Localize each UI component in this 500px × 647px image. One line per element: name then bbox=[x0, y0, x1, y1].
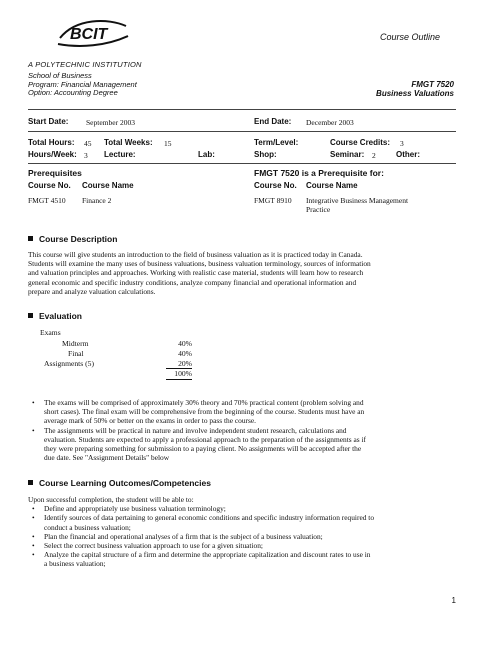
prereq-for-col-name: Course Name bbox=[306, 181, 358, 190]
outcome-item bbox=[28, 550, 458, 568]
evaluation-note bbox=[28, 398, 458, 426]
total-hours-label: Total Hours: bbox=[28, 138, 75, 147]
prerequisite-for-heading: FMGT 7520 is a Prerequisite for: bbox=[254, 168, 384, 178]
course-identity bbox=[376, 80, 454, 98]
text-line: prepare and analyze valuation calculations. bbox=[28, 286, 156, 296]
outcome-item bbox=[28, 513, 458, 531]
start-date-value: September 2003 bbox=[86, 118, 135, 127]
evaluation-item: Final bbox=[68, 348, 84, 358]
evaluation-row bbox=[44, 349, 192, 359]
total-hours-value: 45 bbox=[84, 139, 92, 148]
outcomes-intro: Upon successful completion, the student will be able to: bbox=[28, 495, 194, 504]
prereq-col-name: Course Name bbox=[82, 181, 134, 190]
course-title: Business Valuations bbox=[376, 89, 454, 98]
text-line: general economic and specific industry conditions, analyze company financial and operational information and bbox=[28, 277, 357, 287]
course-description-heading bbox=[28, 234, 117, 244]
total-weeks-label: Total Weeks: bbox=[104, 138, 153, 147]
prereq-for-course-no: FMGT 8910 bbox=[254, 196, 292, 205]
prereq-for-course-name-line: Practice bbox=[306, 205, 331, 214]
text-line: • The assignments will be practical in nature and involve independent student research, calculations and bbox=[44, 425, 347, 435]
outcome-item bbox=[28, 532, 458, 541]
text-line: due date. See "Assignment Details" below bbox=[44, 453, 170, 463]
text-line: • Identify sources of data pertaining to general economic conditions and specific industry information required to bbox=[44, 513, 375, 523]
evaluation-row bbox=[44, 359, 192, 370]
text-line: • The exams will be comprised of approximately 30% theory and 70% practical content (problem solving and bbox=[44, 398, 364, 407]
text-line: Students will examine the many uses of business valuations, business valuation terminology, sources of information bbox=[28, 259, 371, 269]
school-name: School of Business bbox=[28, 71, 92, 80]
shop-label: Shop: bbox=[254, 150, 277, 159]
text-line: average mark of 50% or better on the exams in order to pass the course. bbox=[44, 416, 256, 426]
lab-label: Lab: bbox=[198, 150, 215, 159]
evaluation-heading bbox=[28, 311, 82, 321]
logo-swoosh-icon bbox=[56, 16, 130, 50]
learning-outcomes-heading bbox=[28, 478, 211, 488]
evaluation-row bbox=[44, 339, 192, 349]
prereq-course-no: FMGT 4510 bbox=[28, 196, 66, 205]
prereq-col-no: Course No. bbox=[28, 181, 71, 190]
divider bbox=[28, 163, 456, 164]
evaluation-notes bbox=[28, 398, 458, 462]
lecture-label: Lecture: bbox=[104, 150, 136, 159]
text-line: • Select the correct business valuation approach to use for a given situation; bbox=[44, 541, 263, 551]
square-bullet-icon bbox=[28, 480, 33, 485]
evaluation-item: Midterm bbox=[62, 339, 89, 348]
evaluation-weight: 20% bbox=[166, 359, 192, 370]
page-number: 1 bbox=[451, 596, 456, 605]
option-name: Option: Accounting Degree bbox=[28, 88, 118, 97]
outcome-item bbox=[28, 504, 458, 513]
learning-outcomes bbox=[28, 495, 458, 569]
divider bbox=[28, 131, 456, 132]
section-heading-text: Course Description bbox=[39, 234, 118, 244]
evaluation-weight: 40% bbox=[178, 339, 192, 348]
seminar-value: 2 bbox=[372, 151, 376, 160]
evaluation-total-row bbox=[44, 369, 192, 380]
square-bullet-icon bbox=[28, 313, 33, 318]
section-heading-text: Evaluation bbox=[39, 311, 82, 321]
text-line: and valuation principles and approaches. Working with realistic case material, students will learn how to research bbox=[28, 268, 364, 278]
text-line: This course will give students an introduction to the field of business valuation as it is practiced today in Canada. bbox=[28, 250, 363, 259]
program-name: Program: Financial Management bbox=[28, 79, 137, 89]
text-line: conduct a business valuation; bbox=[44, 522, 131, 532]
prereq-for-course-name-line: Integrative Business Management bbox=[306, 196, 409, 205]
text-line: • Plan the financial and operational analyses of a firm that is the subject of a business valuation; bbox=[44, 531, 323, 541]
text-line: • Define and appropriately use business valuation terminology; bbox=[44, 504, 226, 514]
start-date-label: Start Date: bbox=[28, 117, 69, 126]
course-code: FMGT 7520 bbox=[411, 80, 454, 89]
evaluation-item: Assignments (5) bbox=[44, 359, 94, 369]
logo-text: BCIT bbox=[70, 26, 108, 43]
institution-tagline: A POLYTECHNIC INSTITUTION bbox=[28, 60, 142, 69]
text-line: they were preparing something for submission to a paying client. No assignments will be accepted after the bbox=[44, 444, 362, 454]
hours-week-label: Hours/Week: bbox=[28, 150, 77, 159]
evaluation-total-spacer bbox=[44, 369, 166, 380]
text-line: evaluation. Students are expected to apply a professional approach to the preparation of the assignments as if bbox=[44, 434, 367, 444]
evaluation-table bbox=[44, 339, 192, 380]
bcit-logo bbox=[56, 16, 130, 50]
section-heading-text: Course Learning Outcomes/Competencies bbox=[39, 478, 211, 488]
square-bullet-icon bbox=[28, 236, 33, 241]
prereq-course-name: Finance 2 bbox=[82, 196, 112, 205]
other-label: Other: bbox=[396, 150, 420, 159]
text-line: • Analyze the capital structure of a firm and determine the appropriate capitalization and discount rates to use in bbox=[44, 550, 371, 560]
total-weeks-value: 15 bbox=[164, 139, 172, 148]
term-level-label: Term/Level: bbox=[254, 138, 299, 147]
text-line: short cases). The final exam will be comprehensive from the beginning of the course. Students must have an bbox=[44, 407, 365, 417]
end-date-value: December 2003 bbox=[306, 118, 354, 127]
exams-label: Exams bbox=[40, 328, 61, 337]
prerequisites-heading: Prerequisites bbox=[28, 168, 82, 178]
prereq-for-col-no: Course No. bbox=[254, 181, 297, 190]
evaluation-total: 100% bbox=[166, 369, 192, 380]
course-description-text bbox=[28, 250, 458, 296]
evaluation-weight: 40% bbox=[178, 348, 192, 358]
doc-type: Course Outline bbox=[380, 32, 441, 42]
outcome-item bbox=[28, 541, 458, 550]
evaluation-note bbox=[28, 426, 458, 463]
end-date-label: End Date: bbox=[254, 117, 292, 126]
school-info bbox=[28, 72, 137, 98]
text-line: a business valuation; bbox=[44, 559, 106, 569]
prereq-for-course-name bbox=[306, 196, 408, 214]
course-credits-label: Course Credits: bbox=[330, 138, 391, 147]
divider bbox=[28, 109, 456, 110]
hours-week-value: 3 bbox=[84, 151, 88, 160]
seminar-label: Seminar: bbox=[330, 150, 365, 159]
course-credits-value: 3 bbox=[400, 139, 404, 148]
